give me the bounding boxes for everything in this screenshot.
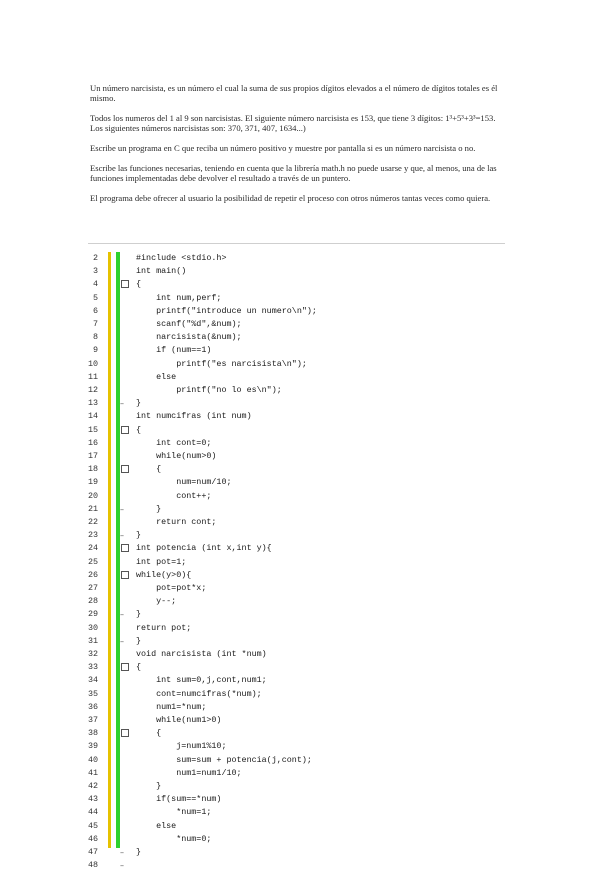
line-number: 11: [87, 371, 98, 382]
line-number: 24: [87, 543, 98, 554]
paragraph-examples: Todos los numeros del 1 al 9 son narcisistas. El siguiente número narcisista es 153, que tiene 3 dígitos: 1³+5³+3³=153. Los siguientes números narcisistas son: 370, 371, 407, 1634...): [90, 112, 496, 133]
line-number: 16: [87, 437, 98, 448]
code-text: narcisista(&num);: [136, 332, 242, 343]
line-number: 29: [87, 609, 98, 620]
code-text: num1=*num;: [136, 701, 207, 712]
code-text: scanf("%d",&num);: [136, 319, 242, 329]
code-text: if (num==1): [136, 345, 212, 356]
code-text: *num=1;: [136, 807, 212, 818]
code-text: while(num>0): [136, 451, 217, 461]
code-line: [76, 595, 396, 608]
fold-end-icon: –: [120, 610, 124, 620]
code-text: *num=0;: [136, 833, 212, 844]
code-line: [76, 661, 396, 674]
line-number: 8: [92, 332, 98, 343]
code-line: [76, 767, 396, 780]
line-number: 21: [87, 503, 98, 514]
line-number: 47: [87, 847, 98, 857]
line-number: 34: [87, 675, 98, 686]
code-line: [76, 424, 396, 437]
code-text: j=num1%10;: [136, 741, 227, 752]
code-line: [76, 780, 396, 793]
line-number: 18: [87, 464, 98, 475]
code-text: return cont;: [136, 517, 217, 527]
code-text: }: [136, 398, 142, 409]
line-number: 30: [87, 622, 98, 633]
code-text: {: [136, 662, 142, 673]
code-line: [76, 688, 396, 701]
code-line: [76, 793, 396, 806]
code-text: while(y>0){: [136, 569, 192, 580]
line-number: 13: [87, 398, 98, 409]
line-number: 15: [87, 424, 98, 435]
code-text: num1=num1/10;: [136, 767, 242, 778]
code-text: int numcifras (int num): [136, 411, 252, 422]
code-text: sum=sum + potencia(j,cont);: [136, 754, 312, 765]
code-line: [76, 674, 396, 687]
code-text: if(sum==*num): [136, 794, 222, 805]
code-line: [76, 820, 396, 833]
code-text: else: [136, 371, 177, 382]
code-line: [76, 608, 396, 621]
code-line: [76, 358, 396, 371]
code-text: {: [136, 424, 142, 435]
line-number: 4: [92, 279, 98, 290]
code-text: }: [136, 530, 142, 541]
line-number: 23: [87, 530, 98, 541]
fold-toggle-icon[interactable]: [121, 544, 129, 552]
code-text: num=num/10;: [136, 477, 232, 488]
code-line: [76, 635, 396, 648]
fold-toggle-icon[interactable]: [121, 663, 129, 671]
code-line: [76, 503, 396, 516]
code-text: printf("no lo es\n");: [136, 385, 282, 395]
code-text: int pot=1;: [136, 556, 187, 567]
code-line: [76, 371, 396, 384]
code-line: [76, 265, 396, 278]
line-number: 43: [87, 794, 98, 805]
code-line: [76, 859, 396, 872]
line-number: 40: [87, 754, 98, 765]
code-line: [76, 806, 396, 819]
code-line: [76, 476, 396, 489]
code-text: y--;: [136, 596, 177, 607]
fold-end-icon: –: [120, 504, 124, 514]
code-line: [76, 463, 396, 476]
line-number: 14: [87, 411, 98, 422]
line-number: 10: [87, 358, 98, 369]
paragraph-task: Escribe un programa en C que reciba un número positivo y muestre por pantalla si es un número narcisista o no.: [90, 142, 476, 153]
code-line: [76, 384, 396, 397]
code-line: [76, 292, 396, 305]
code-text: {: [136, 279, 142, 290]
line-number: 9: [92, 345, 98, 356]
fold-toggle-icon[interactable]: [121, 426, 129, 434]
fold-toggle-icon[interactable]: [121, 729, 129, 737]
line-number: 44: [87, 807, 98, 818]
code-text: #include <stdio.h>: [136, 253, 227, 263]
fold-end-icon: –: [120, 636, 124, 646]
line-number: 41: [87, 767, 98, 778]
paragraph-repeat: El programa debe ofrecer al usuario la posibilidad de repetir el proceso con otros números tantas veces como quiera.: [90, 193, 491, 204]
line-number: 46: [87, 833, 98, 844]
code-text: int main(): [136, 266, 187, 277]
line-number: 45: [87, 820, 98, 831]
code-text: cont++;: [136, 490, 212, 501]
code-line: [76, 397, 396, 410]
code-line: [76, 278, 396, 291]
line-number: 33: [87, 662, 98, 673]
fold-end-icon: –: [120, 399, 124, 409]
line-number: 25: [87, 556, 98, 567]
code-line: [76, 529, 396, 542]
code-line: [76, 450, 396, 463]
line-number: 3: [92, 266, 98, 277]
line-number: 39: [87, 741, 98, 752]
code-line: [76, 714, 396, 727]
code-text: {: [136, 464, 162, 475]
line-number: 32: [87, 649, 98, 659]
code-line: [76, 410, 396, 423]
fold-toggle-icon[interactable]: [121, 280, 129, 288]
line-number: 28: [87, 596, 98, 607]
line-number: 48: [87, 860, 98, 871]
fold-toggle-icon[interactable]: [121, 465, 129, 473]
line-number: 36: [87, 701, 98, 712]
paragraph-functions: Escribe las funciones necesarias, teniendo en cuenta que la librería math.h no puede usarse y que, al menos, una de las funciones implementadas debe devolver el resultado a través de un puntero.: [90, 163, 497, 183]
code-line: [76, 490, 396, 503]
code-line: [76, 833, 396, 846]
code-text: int cont=0;: [136, 437, 212, 448]
line-number: 12: [87, 385, 98, 395]
code-text: pot=pot*x;: [136, 583, 207, 593]
fold-end-icon: –: [120, 848, 124, 857]
line-number: 26: [87, 569, 98, 580]
code-text: }: [136, 609, 142, 620]
code-line: [76, 569, 396, 582]
line-number: 42: [87, 781, 98, 791]
code-line: [76, 740, 396, 753]
code-text: printf("introduce un numero\n");: [136, 305, 317, 316]
section-divider: [88, 243, 505, 244]
line-number: 20: [87, 490, 98, 501]
code-text: int num,perf;: [136, 292, 222, 303]
line-number: 17: [87, 451, 98, 461]
line-number: 2: [92, 253, 98, 263]
code-text: while(num1>0): [136, 715, 222, 725]
code-line: [76, 582, 396, 595]
code-line: [76, 648, 396, 661]
line-number: 22: [87, 517, 98, 527]
line-number: 35: [87, 688, 98, 699]
code-text: printf("es narcisista\n");: [136, 358, 307, 369]
code-text: int sum=0,j,cont,num1;: [136, 675, 267, 686]
code-line: [76, 701, 396, 714]
code-text: int potencia (int x,int y){: [136, 543, 272, 554]
fold-end-icon: –: [120, 861, 124, 871]
code-text: return pot;: [136, 622, 192, 633]
line-number: 38: [87, 728, 98, 739]
code-line: [76, 542, 396, 555]
code-line: [76, 437, 396, 450]
code-line: [76, 331, 396, 344]
code-line: [76, 344, 396, 357]
paragraph-definition: Un número narcisista, es un número el cual la suma de sus propios dígitos elevados a el número de dígitos totales es él mismo.: [90, 83, 498, 103]
line-number: 37: [87, 715, 98, 725]
line-number: 19: [87, 477, 98, 488]
line-number: 5: [92, 292, 98, 303]
code-text: else: [136, 820, 177, 831]
code-line: [76, 622, 396, 635]
code-text: }: [136, 503, 162, 514]
line-number: 31: [87, 635, 98, 646]
code-text: }: [136, 635, 142, 646]
code-line: [76, 516, 396, 529]
code-text: cont=numcifras(*num);: [136, 688, 262, 699]
code-line: [76, 754, 396, 767]
fold-end-icon: –: [120, 531, 124, 541]
line-number: 7: [92, 319, 98, 329]
code-text: }: [136, 847, 142, 857]
code-line: [76, 556, 396, 569]
code-text: }: [136, 781, 162, 791]
code-line: [76, 318, 396, 331]
code-text: {: [136, 728, 162, 739]
line-number: 27: [87, 583, 98, 593]
code-text: void narcisista (int *num): [136, 649, 267, 659]
code-editor: [76, 252, 396, 871]
code-line: [76, 727, 396, 740]
fold-toggle-icon[interactable]: [121, 571, 129, 579]
line-number: 6: [92, 305, 98, 316]
code-line: [76, 252, 396, 265]
problem-statement: [90, 84, 510, 215]
code-line: [76, 305, 396, 318]
